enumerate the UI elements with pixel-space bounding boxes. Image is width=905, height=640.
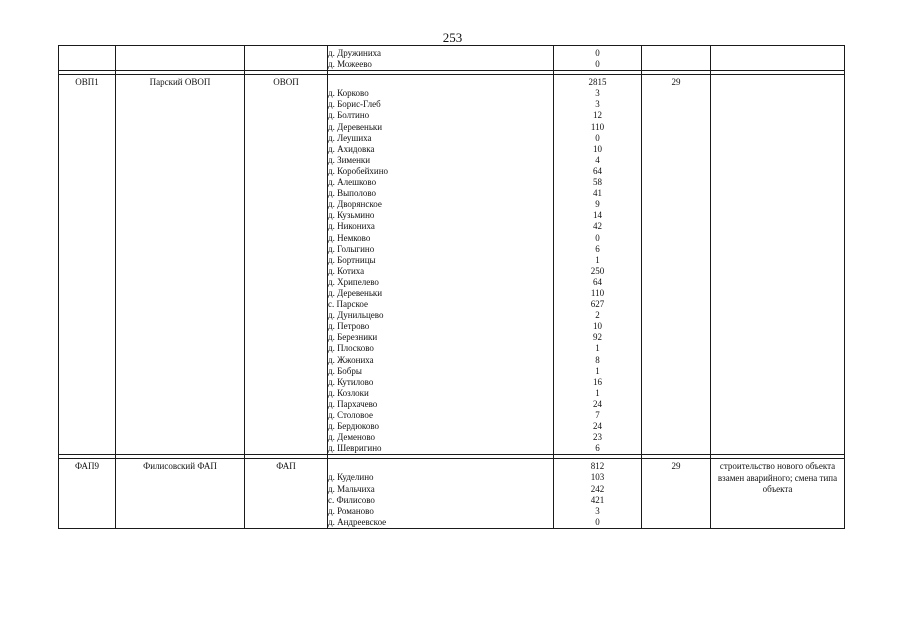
facility-name: Парский ОВОП [116, 75, 245, 455]
settlement-population: 0 [595, 232, 600, 243]
settlement-name: д. Кутилово [328, 376, 374, 387]
note [711, 75, 845, 455]
settlement-name: д. Бобры [328, 365, 362, 376]
settlement-population: 110 [590, 121, 605, 132]
settlement-name: д. Болтино [328, 110, 370, 121]
settlement-population: 10 [593, 143, 602, 154]
settlement-blank [328, 461, 553, 472]
settlement-name: д. Деменово [328, 432, 376, 443]
facility-type: ФАП [245, 459, 328, 529]
settlement-population: 41 [593, 188, 602, 199]
settlement-population: 1 [595, 343, 600, 354]
settlement-name: д. Котиха [328, 265, 365, 276]
settlement-population: 0 [595, 59, 600, 70]
settlement-name: д. Куделино [328, 472, 374, 483]
settlement-name: д. Дружиниха [328, 48, 382, 58]
settlement-name: д. Выполово [328, 188, 377, 199]
settlement-name: д. Дунильцево [328, 310, 384, 321]
total-population: 2815 [588, 77, 607, 88]
settlement-name: д. Бердюково [328, 421, 380, 432]
settlement-population: 14 [593, 210, 602, 221]
settlement-population: 10 [593, 321, 602, 332]
cell-populations [554, 46, 642, 71]
settlement-name: д. Зименки [328, 154, 371, 165]
settlement-population: 16 [593, 376, 602, 387]
settlement-population: 627 [590, 299, 605, 310]
settlement-name: д. Коробейхино [328, 165, 389, 176]
settlement-name: д. Козлоки [328, 387, 369, 398]
facility-name: Филисовский ФАП [116, 459, 245, 529]
settlement-population: 103 [590, 472, 605, 483]
settlement-name: д. Борис-Глеб [328, 99, 381, 110]
facility-row [59, 459, 845, 529]
settlement-name: д. Плосково [328, 343, 374, 354]
settlement-population: 58 [593, 177, 602, 188]
cell-distance [642, 46, 711, 71]
settlement-population: 24 [593, 398, 602, 409]
population-list [554, 459, 642, 529]
population-list [554, 75, 642, 455]
settlement-name: д. Романово [328, 505, 374, 516]
settlement-population: 0 [595, 516, 600, 527]
settlement-population: 3 [595, 88, 600, 99]
settlement-population: 250 [590, 265, 605, 276]
settlement-population: 24 [593, 421, 602, 432]
settlement-list [328, 75, 554, 455]
settlement-name: д. Немково [328, 232, 371, 243]
settlement-population: 3 [595, 505, 600, 516]
settlement-population: 1 [595, 387, 600, 398]
facility-code: ОВП1 [59, 75, 116, 455]
settlement-population: 92 [593, 332, 602, 343]
settlement-population: 4 [595, 154, 600, 165]
settlement-population: 64 [593, 165, 602, 176]
continuation-row [59, 46, 845, 71]
settlement-name: д. Деревеньки [328, 121, 383, 132]
cell-settlements [328, 46, 554, 71]
settlement-population: 2 [595, 310, 600, 321]
facility-type: ОВОП [245, 75, 328, 455]
settlement-name: с. Филисово [328, 494, 375, 505]
settlement-name: д. Деревеньки [328, 287, 383, 298]
settlement-name: д. Можеево [328, 59, 372, 70]
settlement-name: д. Голыгино [328, 243, 375, 254]
settlement-population: 64 [593, 276, 602, 287]
settlement-name: д. Березники [328, 332, 378, 343]
cell-name [116, 46, 245, 71]
settlement-name: д. Андреевское [328, 516, 387, 527]
settlement-population: 242 [590, 483, 605, 494]
settlement-name: д. Шевригино [328, 443, 382, 454]
settlement-list [328, 459, 554, 529]
total-population: 812 [590, 461, 605, 472]
settlement-population: 6 [595, 443, 600, 454]
settlement-population: 6 [595, 243, 600, 254]
settlement-population: 3 [595, 99, 600, 110]
distance: 29 [642, 459, 711, 529]
note: строительство нового объекта взамен аварийного; смена типа объекта [711, 459, 845, 529]
settlement-population: 12 [593, 110, 602, 121]
settlement-name: д. Алешково [328, 177, 377, 188]
cell-code [59, 46, 116, 71]
settlement-name: д. Ахидовка [328, 143, 375, 154]
settlement-population: 421 [590, 494, 605, 505]
settlement-population: 110 [590, 287, 605, 298]
facilities-table [58, 45, 845, 529]
settlement-population: 9 [595, 199, 600, 210]
settlement-population: 1 [595, 365, 600, 376]
settlement-population: 1 [595, 254, 600, 265]
facility-code: ФАП9 [59, 459, 116, 529]
settlement-population: 0 [595, 48, 600, 58]
settlement-name: д. Никониха [328, 221, 375, 232]
settlement-population: 42 [593, 221, 602, 232]
settlement-blank [328, 77, 553, 88]
settlement-population: 8 [595, 354, 600, 365]
settlement-name: д. Мальчиха [328, 483, 375, 494]
cell-note [711, 46, 845, 71]
settlement-name: д. Кузьмино [328, 210, 375, 221]
settlement-name: д. Жжониха [328, 354, 374, 365]
facility-row [59, 75, 845, 455]
settlement-name: д. Дворянское [328, 199, 382, 210]
settlement-population: 0 [595, 132, 600, 143]
settlement-population: 23 [593, 432, 602, 443]
settlement-name: д. Столовое [328, 410, 373, 420]
page-number: 253 [442, 30, 463, 45]
settlement-name: д. Леушиха [328, 132, 372, 143]
settlement-population: 7 [595, 410, 600, 420]
settlement-name: д. Хрипелево [328, 276, 379, 287]
settlement-name: д. Корково [328, 88, 369, 99]
settlement-name: д. Бортницы [328, 254, 376, 265]
settlement-name: с. Парское [328, 299, 369, 310]
settlement-name: д. Петрово [328, 321, 370, 332]
settlement-name: д. Пархачево [328, 398, 378, 409]
cell-type [245, 46, 328, 71]
distance: 29 [642, 75, 711, 455]
